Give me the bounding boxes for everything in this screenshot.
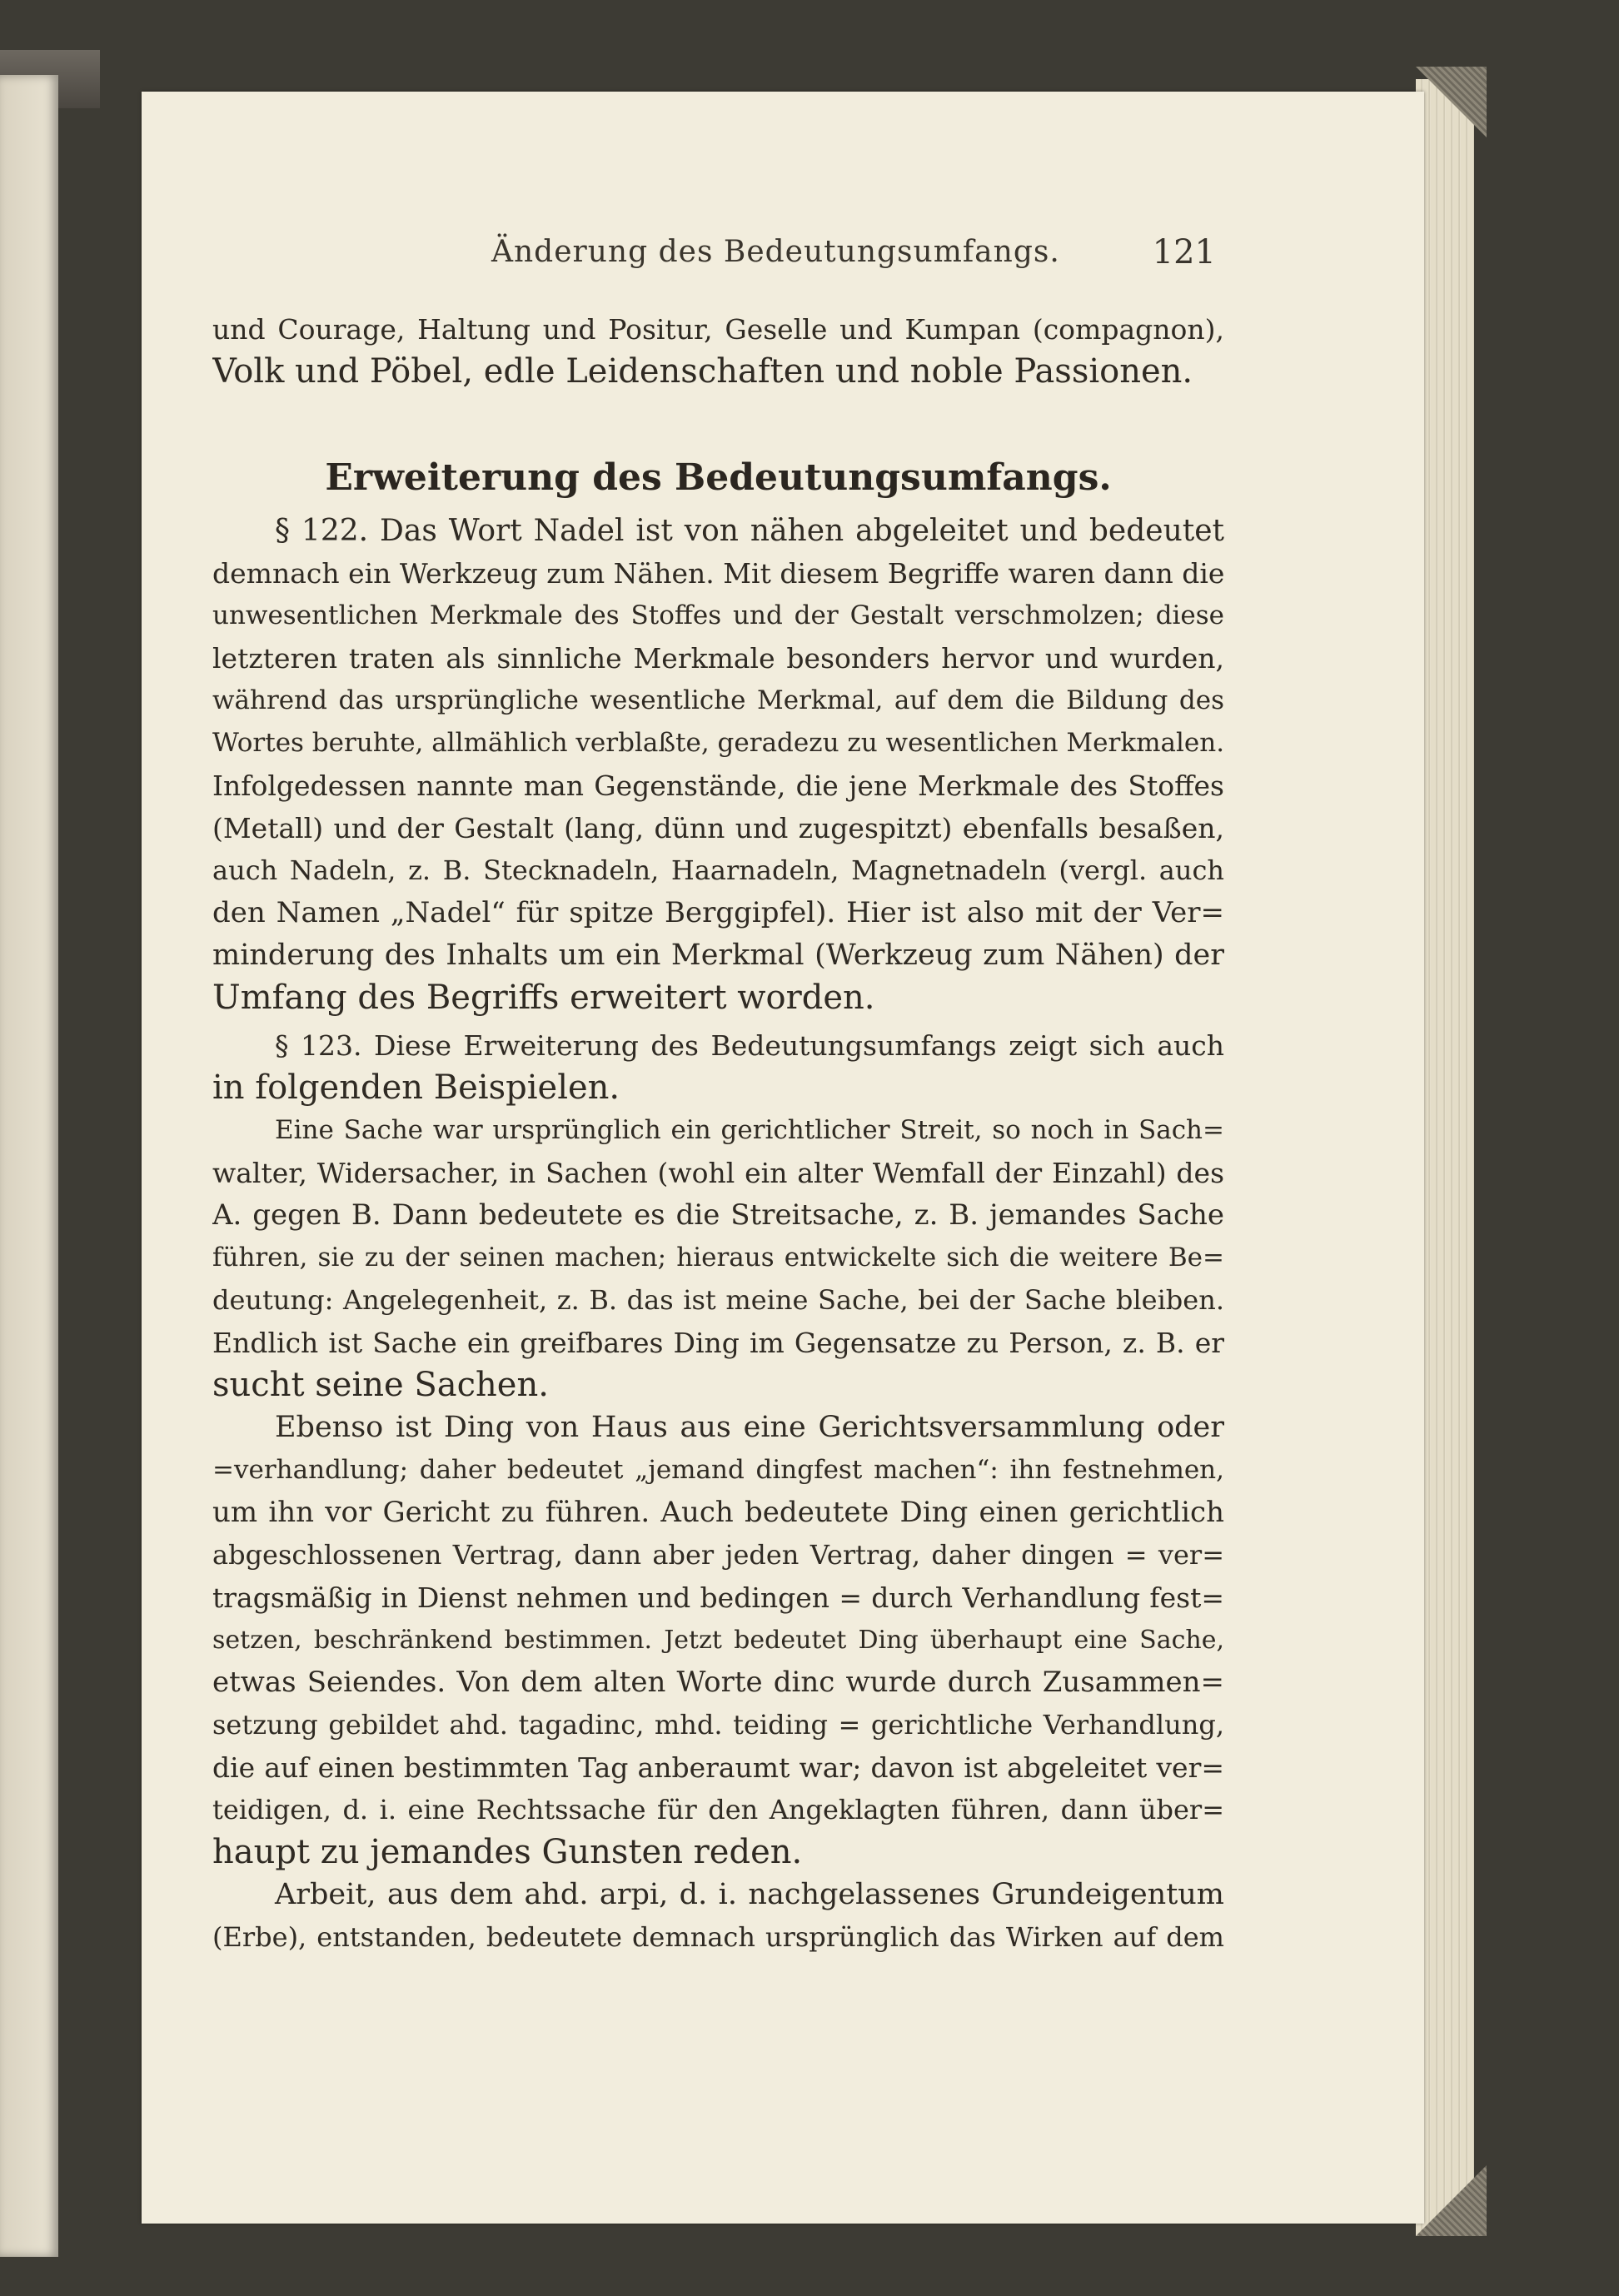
text-line: (Metall) und der Gestalt (lang, dünn und zugespitzt) ebenfalls besaßen, [212,812,1224,844]
text-line: sucht seine Sachen. [212,1366,549,1404]
text-line: führen, sie zu der seinen machen; hieraus entwickelte sich die weitere Be= [212,1243,1224,1273]
text-line: und Courage, Haltung und Positur, Geselle und Kumpan (compagnon), [212,313,1224,346]
text-line: Endlich ist Sache ein greifbares Ding im Gegensatze zu Person, z. B. er [212,1327,1224,1359]
text-line: demnach ein Werkzeug zum Nähen. Mit diesem Begriffe waren dann die [212,557,1224,590]
text-line: letzteren traten als sinnliche Merkmale besonders hervor und wurden, [212,642,1224,675]
text-line: um ihn vor Gericht zu führen. Auch bedeutete Ding einen gerichtlich [212,1496,1224,1529]
section-title: Erweiterung des Bedeutungsumfangs. [325,456,1112,499]
text-line: Umfang des Begriffs erweitert worden. [212,979,875,1017]
paragraph-sache [212,1109,1224,1407]
text-line: während das ursprüngliche wesentliche Merkmal, auf dem die Bildung des [212,685,1224,715]
text-line: setzung gebildet ahd. tagadinc, mhd. teiding = gerichtliche Verhandlung, [212,1709,1224,1741]
text-line: minderung des Inhalts um ein Merkmal (Werkzeug zum Nähen) der [212,939,1224,972]
text-line: teidigen, d. i. eine Rechtssache für den Angeklagten führen, dann über= [212,1794,1224,1825]
page-edges [1416,79,1474,2236]
top-paragraph [212,308,1224,393]
text-line: tragsmäßig in Dienst nehmen und bedingen = durch Verhandlung fest= [212,1581,1224,1614]
text-line: den Namen „Nadel“ für spitze Berggipfel). Hier ist also mit der Ver= [212,896,1224,929]
text-line: in folgenden Beispielen. [212,1068,620,1107]
text-line: (Erbe), entstanden, bedeutete demnach ursprünglich das Wirken auf dem [212,1921,1224,1953]
text-line: § 123. Diese Erweiterung des Bedeutungsumfangs zeigt sich auch [275,1029,1224,1062]
text-line: Eine Sache war ursprünglich ein gerichtlicher Streit, so noch in Sach= [275,1115,1224,1145]
text-line: haupt zu jemandes Gunsten reden. [212,1833,803,1871]
running-header: Änderung des Bedeutungsumfangs. [491,235,1060,269]
left-page-edge [0,75,58,2257]
text-line: unwesentlichen Merkmale des Stoffes und der Gestalt verschmolzen; diese [212,600,1224,630]
text-line: Volk und Pöbel, edle Leidenschaften und noble Passionen. [212,352,1193,391]
text-line: etwas Seiendes. Von dem alten Worte dinc wurde durch Zusammen= [212,1666,1224,1699]
paragraph-arbeit [212,1874,1224,1959]
paragraph-123 [212,1024,1224,1109]
paragraph-ding [212,1407,1224,1874]
text-line: walter, Widersacher, in Sachen (wohl ein alter Wemfall der Einzahl) des [212,1157,1224,1189]
text-line: Wortes beruhte, allmählich verblaßte, geradezu zu wesentlichen Merkmalen. [212,728,1224,758]
page-number: 121 [1152,233,1216,271]
text-line: =verhandlung; daher bedeutet „jemand dingfest machen“: ihn festnehmen, [212,1455,1224,1485]
text-line: setzen, beschränkend bestimmen. Jetzt bedeutet Ding überhaupt eine Sache, [212,1626,1224,1655]
paragraph-122 [212,510,1224,1019]
text-line: Infolgedessen nannte man Gegenstände, die jene Merkmale des Stoffes [212,769,1224,802]
text-line: Arbeit, aus dem ahd. arpi, d. i. nachgelassenes Grundeigentum [275,1878,1224,1911]
text-line: abgeschlossenen Vertrag, dann aber jeden Vertrag, daher dingen = ver= [212,1539,1224,1571]
text-line: deutung: Angelegenheit, z. B. das ist meine Sache, bei der Sache bleiben. [212,1284,1224,1316]
text-line: § 122. Das Wort Nadel ist von nähen abgeleitet und bedeutet [275,514,1224,548]
text-line: A. gegen B. Dann bedeutete es die Streitsache, z. B. jemandes Sache [212,1198,1224,1232]
text-line: Ebenso ist Ding von Haus aus eine Gerichtsversammlung oder [275,1411,1224,1444]
text-line: die auf einen bestimmten Tag anberaumt war; davon ist abgeleitet ver= [212,1751,1224,1784]
text-line: auch Nadeln, z. B. Stecknadeln, Haarnadeln, Magnetnadeln (vergl. auch [212,854,1224,886]
